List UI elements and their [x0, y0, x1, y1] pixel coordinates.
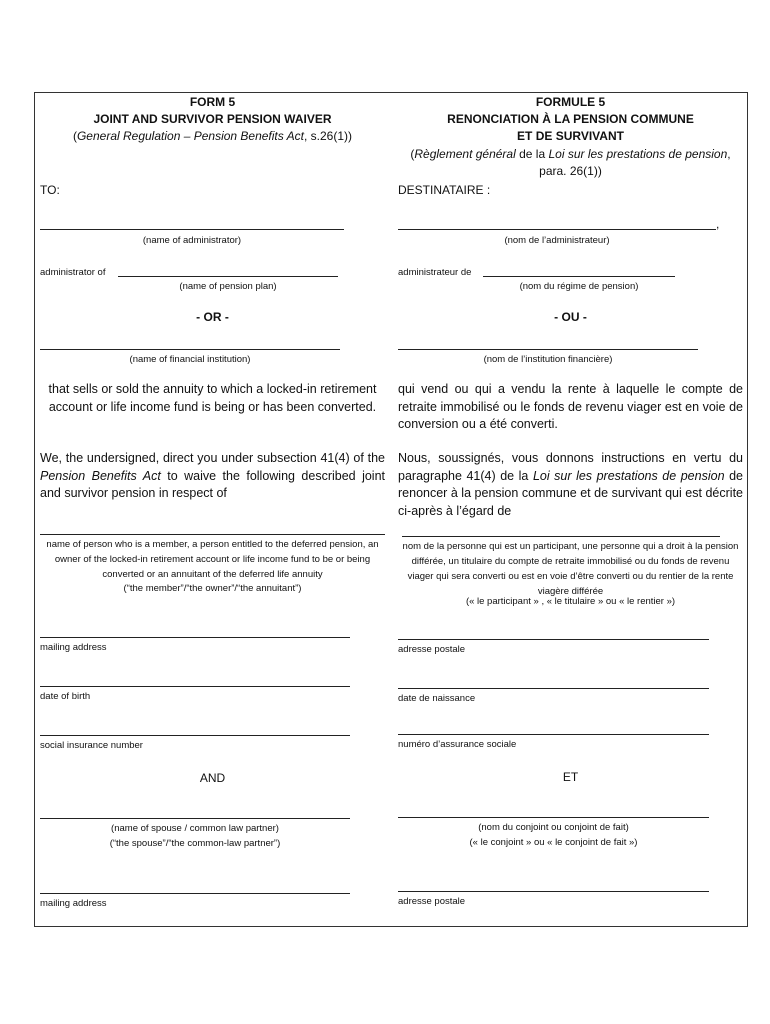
administrator-of-label-en: administrator of — [40, 267, 106, 278]
date-of-birth-field-en[interactable] — [40, 686, 350, 687]
sin-label-en: social insurance number — [40, 740, 143, 751]
date-of-birth-field-fr[interactable] — [398, 688, 709, 689]
annuity-sells-text-en: that sells or sold the annuity to which a locked-in retirement account or life income fund is being or has been converted. — [48, 382, 377, 414]
financial-institution-field-fr[interactable] — [398, 349, 698, 350]
spouse-mailing-address-field-fr[interactable] — [398, 891, 709, 892]
member-quote-fr: (« le participant » , « le titulaire » ou « le rentier ») — [465, 596, 676, 607]
sin-label-fr: numéro d’assurance sociale — [398, 739, 517, 750]
form-title-fr-2: ET DE SURVIVANT — [517, 129, 624, 143]
comma-fr: , — [716, 217, 720, 231]
financial-institution-field-en[interactable] — [40, 349, 340, 350]
spouse-mailing-address-label-en: mailing address — [40, 898, 107, 909]
administrator-name-label-en: (name of administrator) — [142, 235, 242, 246]
financial-institution-label-en: (name of financial institution) — [129, 354, 251, 365]
member-quote-en: (“the member”/“the owner”/“the annuitant”) — [123, 583, 302, 594]
and-separator-en: AND — [199, 771, 226, 785]
mailing-address-field-en[interactable] — [40, 637, 350, 638]
spouse-name-label-en: (name of spouse / common law partner) — [111, 823, 279, 834]
form-number-fr: FORMULE 5 — [535, 95, 606, 109]
to-label-fr: DESTINATAIRE : — [398, 183, 491, 197]
pension-plan-field-en[interactable] — [118, 276, 338, 277]
mailing-address-field-fr[interactable] — [398, 639, 709, 640]
regulation-ref-fr: (Règlement général de la Loi sur les prestations de pension, — [410, 147, 731, 161]
sin-field-en[interactable] — [40, 735, 350, 736]
spouse-name-label-fr: (nom du conjoint ou conjoint de fait) — [478, 822, 629, 833]
or-separator-fr: - OU - — [554, 310, 587, 324]
member-description-fr: nom de la personne qui est un participant, une personne qui a droit à la pension différée, un titulaire du compte de retraite immobilisé ou du fonds de revenu viager qui sera converti ou est en voie d’être converti ou du rentier de la rente viagère différée — [402, 541, 739, 597]
financial-institution-label-fr: (nom de l’institution financière) — [483, 354, 613, 365]
pension-plan-field-fr[interactable] — [483, 276, 675, 277]
form-title-fr-1: RENONCIATION À LA PENSION COMMUNE — [447, 112, 694, 126]
date-of-birth-label-en: date of birth — [40, 691, 91, 702]
mailing-address-label-fr: adresse postale — [398, 644, 466, 655]
spouse-name-field-en[interactable] — [40, 818, 350, 819]
administrator-name-field-en[interactable] — [40, 229, 344, 230]
date-of-birth-label-fr: date de naissance — [398, 693, 476, 704]
spouse-quote-en: (“the spouse”/“the common-law partner”) — [109, 838, 281, 849]
member-description-en: name of person who is a member, a person entitled to the deferred pension, an owner of the locked-in retirement account or life income fund to be or being converted or an annuitant of the deferred life annuity — [46, 539, 379, 580]
spouse-mailing-address-label-fr: adresse postale — [398, 896, 466, 907]
pension-plan-label-fr: (nom du régime de pension) — [519, 281, 639, 292]
spouse-name-field-fr[interactable] — [398, 817, 709, 818]
and-separator-fr: ET — [562, 770, 579, 784]
form-number-en: FORM 5 — [189, 95, 236, 109]
spouse-quote-fr: (« le conjoint » ou « le conjoint de fait ») — [469, 837, 638, 848]
sin-field-fr[interactable] — [398, 734, 709, 735]
direction-paragraph-en: We, the undersigned, direct you under subsection 41(4) of the Pension Benefits Act to waive the following described joint and survivor pension in respect of — [40, 451, 385, 500]
form-title-en: JOINT AND SURVIVOR PENSION WAIVER — [93, 112, 332, 126]
or-separator-en: - OR - — [196, 310, 229, 324]
direction-paragraph-fr: Nous, soussignés, vous donnons instructions en vertu du paragraphe 41(4) de la Loi sur les prestations de pension de renoncer à la pension commune et de survivant qui est décrite ci-après à l’égard de — [398, 451, 743, 518]
spouse-mailing-address-field-en[interactable] — [40, 893, 350, 894]
member-name-field-en[interactable] — [40, 534, 385, 535]
administrator-name-field-fr[interactable] — [398, 229, 716, 230]
administrator-of-label-fr: administrateur de — [398, 267, 472, 278]
regulation-para-fr: para. 26(1)) — [539, 164, 602, 178]
to-label-en: TO: — [40, 183, 60, 197]
pension-plan-label-en: (name of pension plan) — [179, 281, 277, 292]
member-name-field-fr[interactable] — [402, 536, 720, 537]
regulation-ref-en: (General Regulation – Pension Benefits Act, s.26(1)) — [72, 129, 353, 143]
administrator-name-label-fr: (nom de l’administrateur) — [504, 235, 610, 246]
annuity-sells-text-fr: qui vend ou qui a vendu la rente à laquelle le compte de retraite immobilisé ou le fonds de revenu viager est en voie de conversion ou a été converti. — [398, 382, 743, 431]
mailing-address-label-en: mailing address — [40, 642, 107, 653]
